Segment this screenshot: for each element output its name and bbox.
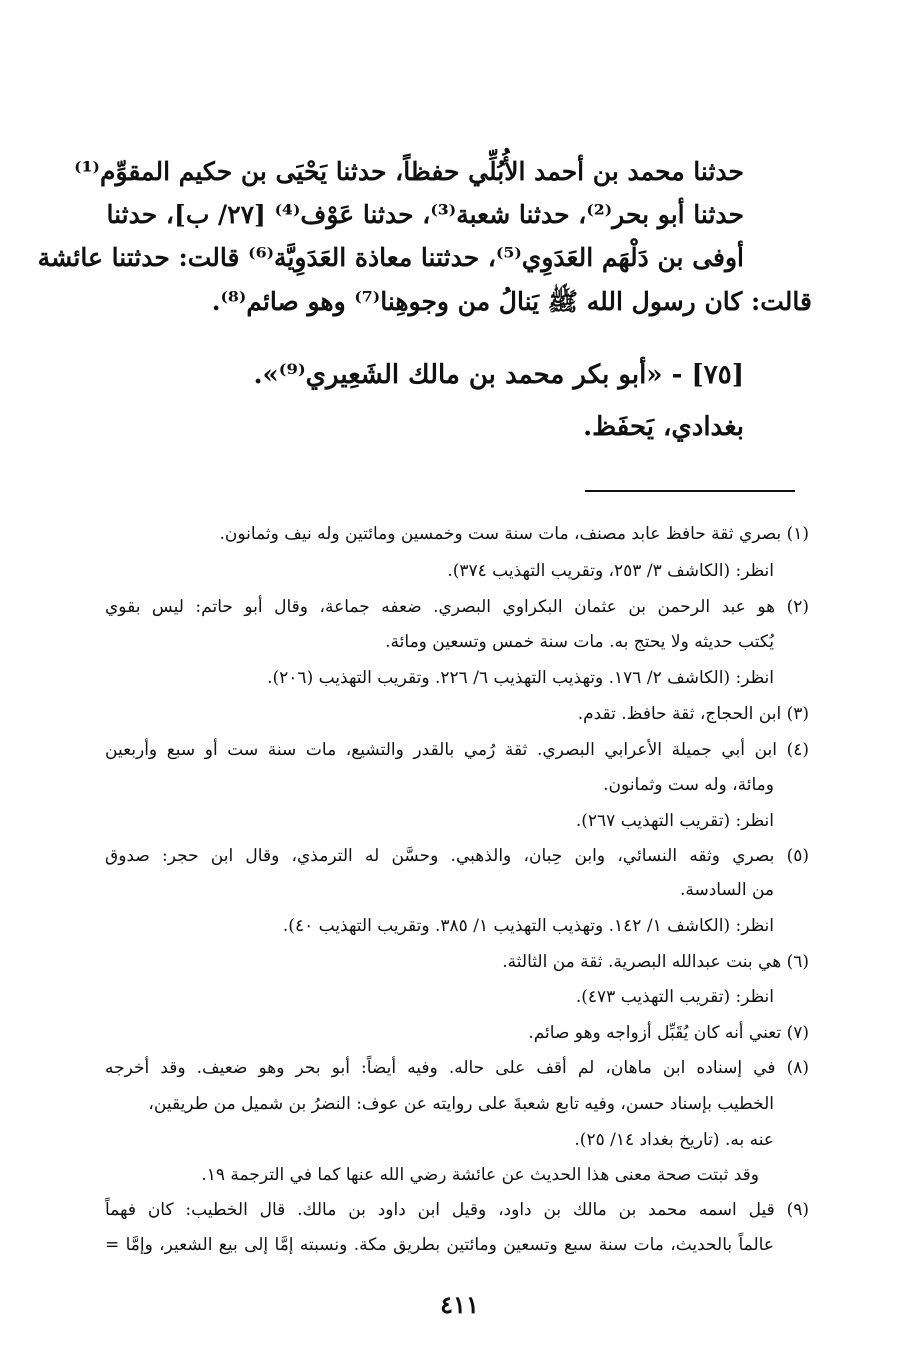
main-text-line: قالت: كان رسول الله ﷺ يَنالُ من وجوهِنا⁽⁷⁾ وهو صائم⁽⁸⁾. [211,287,812,316]
footnote-line: (١) بصري ثقة حافظ عابد مصنف، مات سنة ست وخمسين ومائتين وله نيف وثمانون. [219,524,809,544]
entry-heading: [٧٥] - «أبو بكر محمد بن مالك الشَعِيري⁽⁹⁾». [253,360,744,390]
footnote-line: (٢) هو عبد الرحمن بن عثمان البكراوي البصري. ضعفه جماعة، وقال أبو حاتم: ليس بقوي [105,597,809,617]
footnote-line: (٦) هي بنت عبدالله البصرية. ثقة من الثالثة. [502,952,809,972]
page-number: ٤١١ [440,1290,479,1319]
footnote-line: من السادسة. [679,880,774,900]
footnote-line: (٤) ابن أبي جميلة الأعرابي البصري. ثقة رُمي بالقدر والتشيع، مات سنة ست أو سبع وأربعين [105,740,809,760]
footnote-line: يُكتب حديثه ولا يحتج به. مات سنة خمس وتسعين ومائة. [385,632,774,652]
footnote-line: عالماً بالحديث، مات سنة سبع وتسعين ومائتين بطريق مكة. ونسبته إمَّا إلى بيع الشعير، وإمَّا = [105,1235,774,1255]
footnote-line: وقد ثبتت صحة معنى هذا الحديث عن عائشة رضي الله عنها كما في الترجمة ١٩. [201,1165,759,1185]
main-text-line: حدثنا محمد بن أحمد الأُبُلِّي حفظاً، حدثنا يَحْيَى بن حكيم المقوِّم⁽¹⁾ [74,157,744,186]
footnote-line: (٩) قيل اسمه محمد بن مالك بن داود، وقيل ابن داود بن مالك. قال الخطيب: كان فهماً [105,1200,809,1220]
footnote-line: عنه به. (تاريخ بغداد ١٤/ ٢٥). [574,1130,774,1150]
footnote-line: الخطيب بإسناد حسن، وفيه تابع شعبةَ على روايته عن عوف: النضرُ بن شميل من طريقين، [148,1094,774,1114]
footnote-line: ومائة، وله ست وثمانون. [603,775,774,795]
main-text-line: أوفى بن دَلْهَم العَدَوِي⁽⁵⁾، حدثتنا معاذة العَدَوِيَّة⁽⁶⁾ قالت: حدثتنا عائشة [37,243,744,272]
main-text-line: حدثنا أبو بحر⁽²⁾، حدثنا شعبة⁽³⁾، حدثنا عَوْف⁽⁴⁾ [٢٧/ ب]، حدثنا [106,200,744,229]
footnote-line: انظر: (تقريب التهذيب ٤٧٣). [575,987,774,1007]
footnote-separator [585,490,795,492]
footnote-line: انظر: (الكاشف ٢/ ١٧٦. وتهذيب التهذيب ٦/ ٢٢٦. وتقريب التهذيب (٢٠٦). [267,668,774,688]
footnote-line: انظر: (الكاشف ١/ ١٤٢. وتهذيب التهذيب ١/ ٣٨٥. وتقريب التهذيب ٤٠). [282,916,774,936]
footnote-line: (٨) في إسناده ابن ماهان، لم أقف على حاله. وفيه أيضاً: أبو بحر وهو ضعيف. وقد أخرجه [105,1058,809,1078]
footnote-line: انظر: (الكاشف ٣/ ٢٥٣، وتقريب التهذيب ٣٧٤). [447,561,774,581]
entry-subheading: بغدادي، يَحفَظ. [583,412,744,442]
footnote-line: انظر: (تقريب التهذيب ٢٦٧). [575,811,774,831]
footnote-line: (٣) ابن الحجاج، ثقة حافظ. تقدم. [577,704,809,724]
footnote-line: (٧) تعني أنه كان يُقَبِّل أزواجه وهو صائم. [528,1023,809,1043]
footnote-line: (٥) بصري وثقه النسائي، وابن حِبان، والذهبي. وحسَّن له الترمذي، وقال ابن حجر: صدوق [105,846,809,866]
